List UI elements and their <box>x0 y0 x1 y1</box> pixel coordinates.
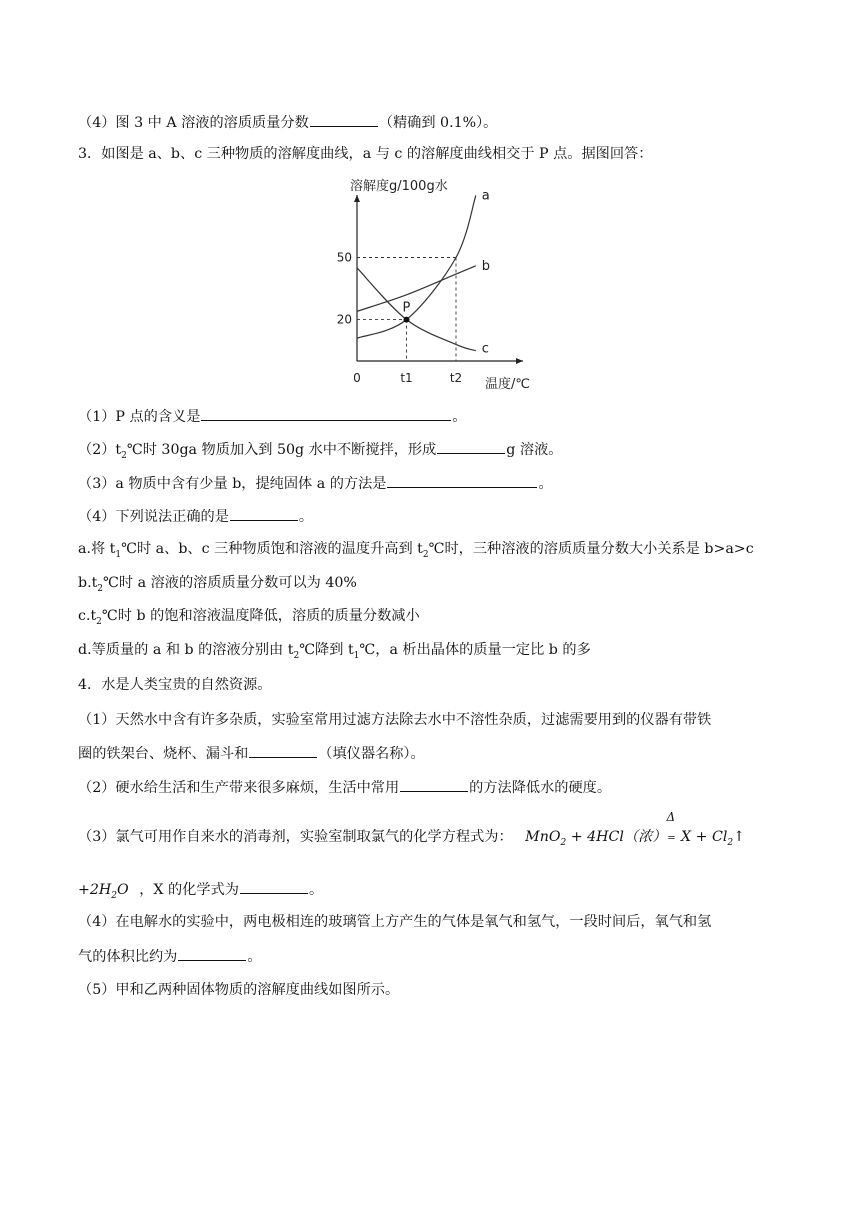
y-tick-label: 50 <box>336 250 352 265</box>
q3-part-3: （3）a 物质中含有少量 b，提纯固体 a 的方法是 。 <box>78 472 553 494</box>
equation-continuation: $+2H_2O$ <box>78 882 129 901</box>
answer-blank[interactable] <box>437 438 505 454</box>
q4-part-1-line-1: （1）天然水中含有许多杂质，实验室常用过滤方法除去水中不溶性杂质，过滤需要用到的仪器有带铁 <box>78 712 712 728</box>
delta-symbol: Δ <box>666 810 676 824</box>
q3-stem: 3．如图是 a、b、c 三种物质的溶解度曲线，a 与 c 的溶解度曲线相交于 P 点。据图回答： <box>78 146 653 162</box>
q4-part-3-continued: $+2H_2O$ ，X 的化学式为 。 <box>78 878 323 900</box>
x-tick-label: t2 <box>449 371 463 385</box>
curve-label-a: a <box>481 188 490 204</box>
q3-part-4: （4）下列说法正确的是 。 <box>78 505 313 527</box>
curve-c <box>357 268 476 351</box>
intersection-point-p <box>404 317 410 323</box>
q4-part-5: （5）甲和乙两种固体物质的溶解度曲线如图所示。 <box>78 982 400 998</box>
chemical-equation: MnO$_2$ + 4HCl（浓） Δ = $X + Cl_2↑$ <box>525 829 745 845</box>
answer-blank[interactable] <box>249 742 317 758</box>
x-tick-label: 0 <box>353 371 361 385</box>
q4-part-2: （2）硬水给生活和生产带来很多麻烦，生活中常用 的方法降低水的硬度。 <box>78 776 611 798</box>
curve-label-b: b <box>481 258 491 274</box>
chart-labels <box>337 178 530 392</box>
chart-curves <box>357 195 476 350</box>
q3-option-a: a.将 $t_1℃$时 a、b、c 三种物质饱和溶液的温度升高到 $t_2℃$时，三种溶液的溶质质量分数大小关系是 b>a>c <box>78 541 754 560</box>
q4-part-3: （3）氯气可用作自来水的消毒剂，实验室制取氯气的化学方程式为： MnO$_2$ + 4HCl（浓） Δ = $X + Cl_2↑$ <box>78 827 745 849</box>
q4-part-1-line-2: 圈的铁架台、烧杯、漏斗和 （填仪器名称）。 <box>78 742 425 764</box>
q4-part-4-line-1: （4）在电解水的实验中，两电极相连的玻璃管上方产生的气体是氧气和氢气，一段时间后，氧气和氢 <box>78 914 712 930</box>
y-axis-arrow <box>354 195 360 202</box>
answer-blank[interactable] <box>387 472 537 488</box>
q3-option-d: d.等质量的 a 和 b 的溶液分别由 $t_2℃$降到 $t_1℃$，a 析出晶体的质量一定比 b 的多 <box>78 642 591 661</box>
q2-item-4: （4）图 3 中 A 溶液的溶质质量分数 （精确到 0.1%）。 <box>78 111 497 133</box>
q4-part-4-line-2: 气的体积比约为 。 <box>78 945 262 967</box>
heat-condition <box>666 810 676 849</box>
solubility-chart <box>330 178 530 393</box>
answer-blank[interactable] <box>230 505 298 521</box>
x-axis-arrow <box>516 358 523 364</box>
q3-part-1: （1）P 点的含义是 。 <box>78 405 467 427</box>
y-axis-title: 溶解度g/100g水 <box>350 179 448 194</box>
x-tick-label: t1 <box>400 371 413 385</box>
q4-stem: 4．水是人类宝贵的自然资源。 <box>78 677 272 693</box>
answer-blank[interactable] <box>400 776 468 792</box>
q3-option-c: $c.t_2℃$时 b 的饱和溶液温度降低，溶质的质量分数减小 <box>78 608 420 627</box>
curve-a <box>357 195 476 338</box>
answer-blank[interactable] <box>240 878 308 894</box>
answer-blank[interactable] <box>178 945 246 961</box>
answer-blank[interactable] <box>201 405 451 421</box>
point-label-p: P <box>402 300 411 316</box>
solubility-chart-svg <box>330 178 530 393</box>
curve-label-c: c <box>481 341 489 357</box>
answer-blank[interactable] <box>310 111 378 127</box>
reaction-sign: = <box>667 833 676 844</box>
y-tick-label: 20 <box>336 312 352 327</box>
x-axis-title: 温度/℃ <box>485 377 530 392</box>
q3-part-2: $(2)t_2℃$时 30ga 物质加入到 50g 水中不断搅拌，形成 g 溶液。 <box>78 438 562 460</box>
chart-axes <box>354 195 523 364</box>
q3-option-b: $b.t_2℃$时 a 溶液的溶质质量分数可以为 40% <box>78 575 357 594</box>
